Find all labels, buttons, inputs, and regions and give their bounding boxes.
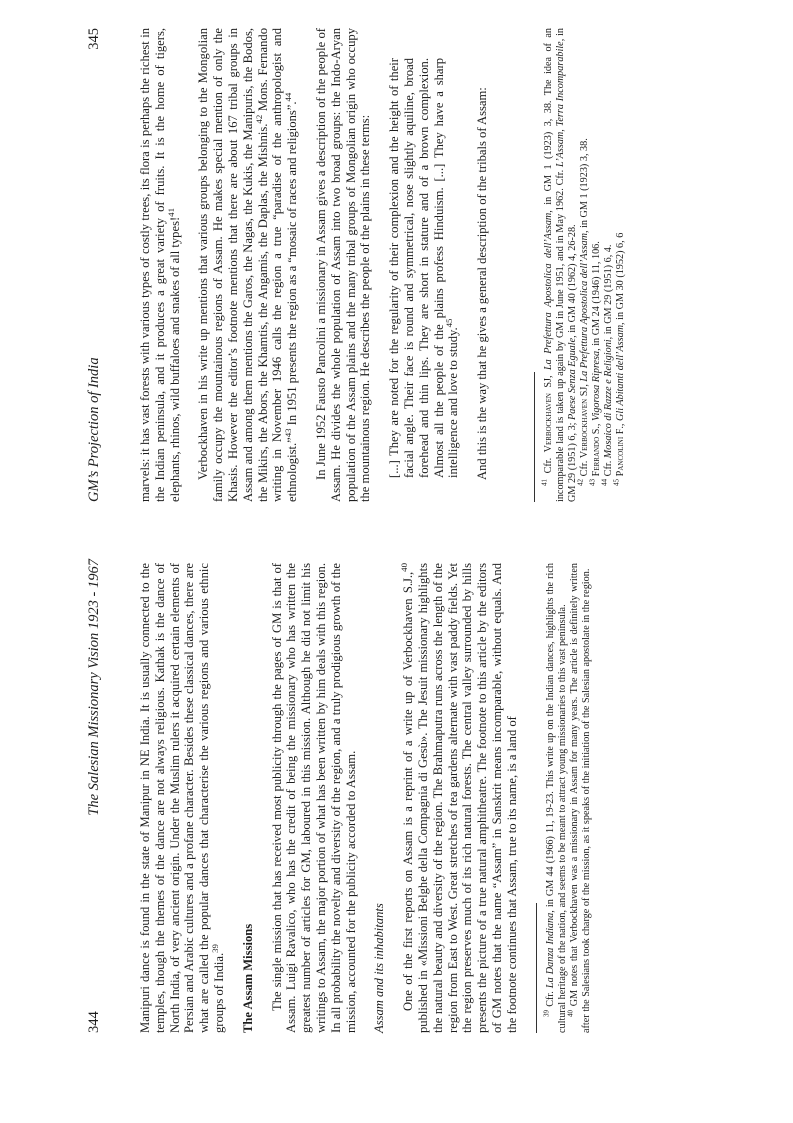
page-body: [138, 563, 593, 1033]
paragraph: And this is the way that he gives a general description of the tribals of Assam:: [475, 87, 490, 480]
running-head-title: The Salesian Missionary Vision 1923 - 1967: [86, 559, 102, 816]
footnote: $^{41}$ Cfr. Verbockhaven SJ, La Prefettura Apostolica dell’Assam, in GM 1 (1923) 3, 38. The idea of an incomparable land is taken up again by GM in June 1951, and in May 1962. Cfr. L’Assam, Terra Incomparabile, in GM 29 (1951) 6, 3; Paese Senza Eguale, in GM 40 (1962) 4, 26-28.: [540, 27, 578, 502]
footnote-ref: 40: [398, 563, 409, 572]
paragraph: In June 1952 Fausto Pancolini a missionary in Assam gives a description of the people of Assam. He divides the whole population of Assam into two broad groups: the Indo-Aryan population of the Assam plains and the many tribal groups of Mongolian origin who occupy the mountainous region. He describes the people of the plains in these terms:: [313, 28, 373, 502]
footnote-ref: 39: [209, 944, 220, 953]
footnote-ref: 41: [165, 208, 176, 217]
subsection-heading: Assam and its inhabitants: [372, 903, 387, 1033]
footnote: $^{43}$ Ferrando S., Vigorosa Ripresa, in GM 24 (1946) 11, 106.: [588, 241, 602, 486]
page-number: 345: [86, 28, 102, 50]
page-number: 344: [86, 1011, 102, 1033]
paragraph: The single mission that has received most publicity through the pages of GM is that of Assam. Luigi Ravalico, who has the credit of being the missionary who has written the greatest number of articles for GM, laboured in this mission. Although he did not limit his writings to Assam, the major portion of what has been written by him deals with this region. In all probability the novelty and diversity of the region, and a truly prodigious growth of the mission, accounted for the publicity accorded to Assam.: [269, 563, 358, 1033]
paragraph: Manipuri dance is found in the state of Manipur in NE India. It is usually connected to the temples, though the themes of the dance are not always religious. Kathak is the dance of North India, of very ancient origin. Under the Muslim rulers it acquired certain elements of Persian and Arabic cultures and a profane character. Besides these classical dances, there are what are called the popular dances that characterise the various regions and various ethnic groups of India.$^{39}$: [138, 563, 226, 1033]
running-header: [86, 28, 106, 502]
footnote: $^{40}$ GM notes that Verbockhaven was a missionary in Assam for many years. The article is definitely written after the Salesians took charge of the mission, as it speaks of the initiation of the Salesian apostolate in the region.: [566, 563, 592, 1033]
right-page: [0, 28, 793, 548]
paragraph: One of the first reports on Assam is a reprint of a write up of Verbockhaven S.J.,$^{40}$ published in «Missioni Belghe della Compagnia di Gesù». The Jesuit missionary highlights the natural beauty and diversity of the region. The Brahmaputra runs across the length of the region from East to West. Great stretches of tea gardens alternate with vast paddy fields. Yet the region preserves much of its rich natural forests. The central valley surrounded by hills presents the picture of a true natural amphitheatre. The footnote to this article by the editors of GM notes that the name “Assam” in Sanskrit means incomparable, without equals. And the footnote continues that Assam, true to its name, is a land of: [398, 563, 519, 1033]
paragraph: Verbockhaven in his write up mentions that various groups belonging to the Mongolian family occupy the mountainous regions of Assam. He makes special mention of only the Khasis. However the editor’s footnote mentions that there are about 167 tribal groups in Assam and among them mentions the Garos, the Nagas, the Kukis, the Manipuris, the Bodos, the Mikirs, the Abors, the Khamtis, the Angamis, the Daplas, the Mishnis.$^{42}$ Mons. Fernando writing in November 1946 calls the region a true “paradise of the anthropologist and ethnologist.”$^{43}$ In 1951 presents the region as a “mosaic of races and religions”.$^{44}$: [196, 27, 300, 502]
footnote: $^{39}$ Cfr. La Danza Indiana, in GM 44 (1966) 11, 19-23. This write up on the Indian dances, highlights the rich cultural heritage of the nation, and seems to be meant to attract young missionaries to this vast peninsula.: [542, 563, 568, 1033]
left-page: [0, 559, 793, 1079]
running-head-title: GM’s Projection of India: [86, 357, 102, 502]
paragraph: marvels: it has vast forests with various types of costly trees, its flora is perhaps the richest in the Indian peninsula, and it produces a great variety of fruits. It is the home of tigers, elephants, rhinos, wild buffaloes and snakes of all types!$^{41}$: [138, 28, 182, 502]
block-quote: [...] They are noted for the regularity of their complexion and the height of their facial angle. Their face is round and symmetrical, nose slightly aquiline, broad forehead and thin lips. They are short in stature and of a brown complexion. Almost all the people of the plains profess Hinduism. [...] They have a sharp intelligence and love to study.$^{45}$: [387, 58, 461, 478]
footnote-rule: [534, 372, 535, 502]
footnote-ref: 44: [282, 92, 293, 102]
footnote-ref: 45: [444, 318, 455, 328]
section-heading: The Assam Missions: [240, 923, 255, 1033]
footnote-ref: 42: [253, 114, 264, 124]
footnote-rule: [536, 903, 537, 1033]
page-body: [138, 28, 627, 502]
footnote: $^{42}$ Cfr. Verbockhaven SJ, La Prefettura Apostolica dell’Assam, in GM 1 (1923) 3, 38.: [576, 138, 590, 486]
footnote: $^{45}$ Pancolini F., Gli Abitanti dell’Assam, in GM 30 (1952) 6, 6: [612, 232, 626, 486]
footnotes: [540, 27, 627, 502]
footnote-ref: 43: [282, 428, 293, 438]
footnote: $^{44}$ Cfr. Mosaico di Razze e Religioni, in GM 29 (1951) 6, 4.: [600, 244, 614, 486]
footnotes: [542, 563, 593, 1033]
running-header: [86, 559, 106, 1033]
